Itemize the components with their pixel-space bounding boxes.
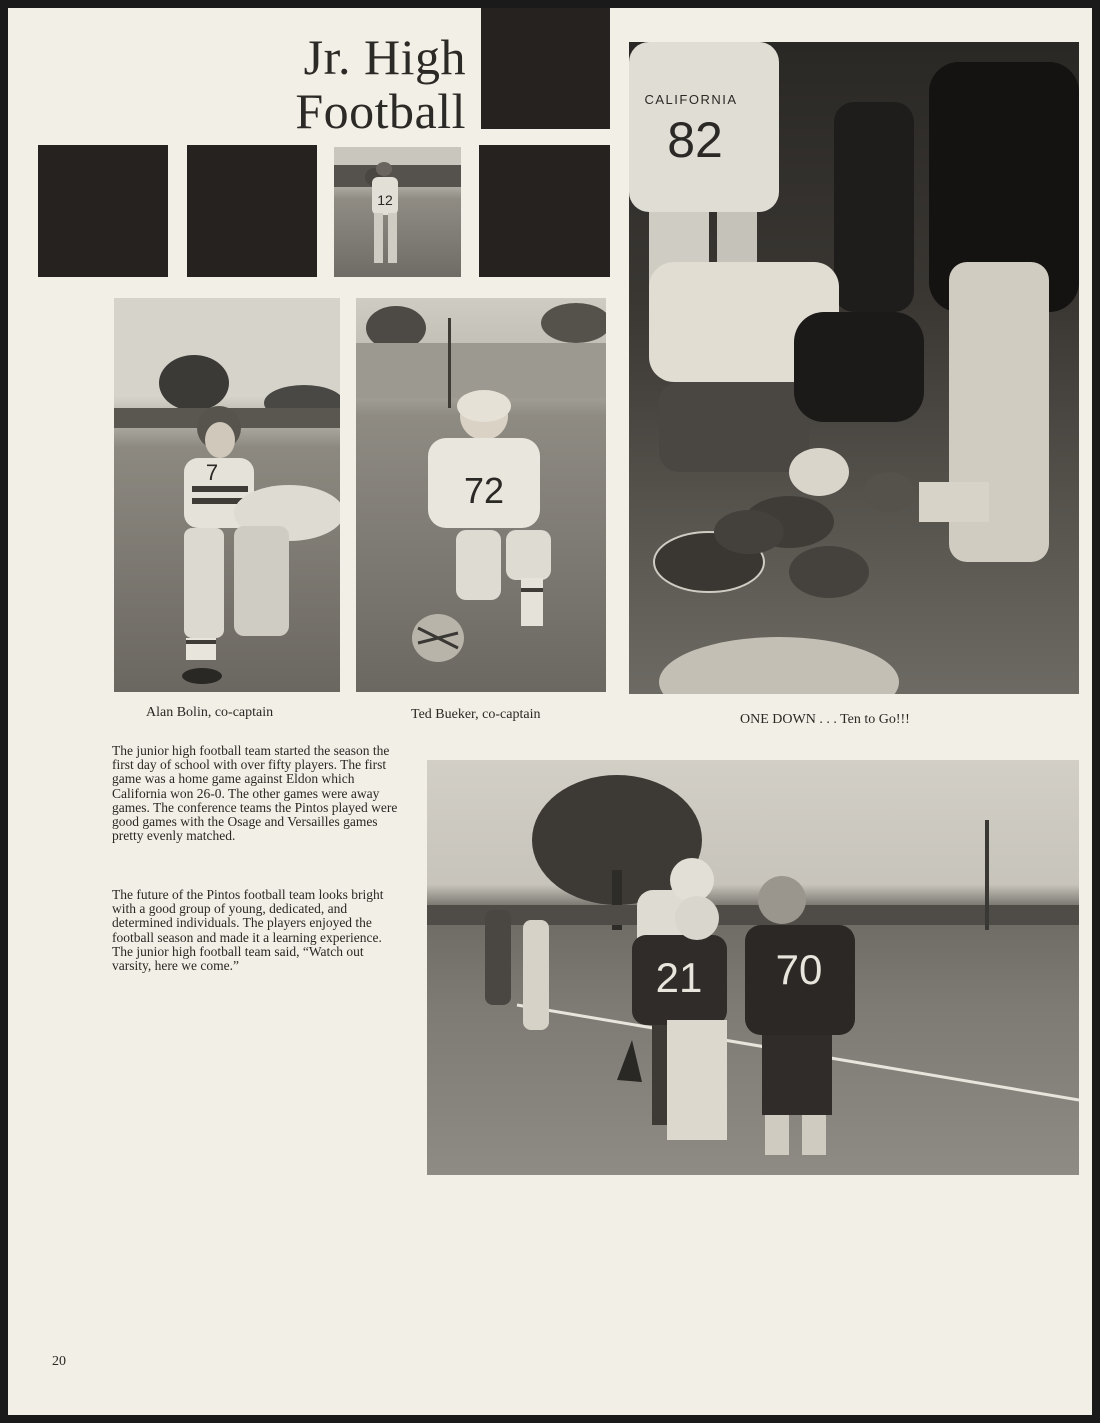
photo-one-down bbox=[629, 42, 1079, 694]
yearbook-page bbox=[8, 8, 1092, 1415]
decorative-block-top-right bbox=[481, 8, 610, 129]
small-player-jersey-number: 12 bbox=[377, 192, 393, 208]
decorative-block-3 bbox=[479, 145, 610, 277]
equipment-jersey-number: 82 bbox=[667, 112, 723, 168]
page-number: 20 bbox=[52, 1354, 66, 1369]
photo-ted-bueker bbox=[356, 298, 606, 692]
body-paragraph-2: The future of the Pintos football team looks bright with a good group of young, dedicated, and determined individuals. The players enjoyed the football season and made it a learning experience. The junior high football team said, “Watch out varsity, here we come.” bbox=[112, 887, 384, 974]
decorative-block-2 bbox=[187, 145, 317, 277]
photo-alan-bolin bbox=[114, 298, 340, 692]
ted-jersey-number: 72 bbox=[463, 470, 505, 511]
page-title bbox=[208, 30, 466, 138]
decorative-block-1 bbox=[38, 145, 168, 277]
ted-bueker-illustration bbox=[356, 298, 606, 692]
photo-sideline bbox=[427, 760, 1079, 1175]
alan-bolin-illustration bbox=[114, 298, 340, 692]
sideline-jersey-21: 21 bbox=[655, 954, 703, 1001]
caption-one-down: ONE DOWN . . . Ten to Go!!! bbox=[740, 712, 910, 727]
title-line-2: Football bbox=[295, 83, 466, 139]
sideline-jersey-70: 70 bbox=[775, 946, 823, 993]
equipment-jersey-text: CALIFORNIA bbox=[644, 92, 738, 107]
one-down-illustration bbox=[629, 42, 1079, 694]
photo-small-player bbox=[334, 147, 461, 277]
caption-alan-bolin: Alan Bolin, co-captain bbox=[146, 705, 274, 720]
small-player-illustration bbox=[334, 147, 461, 277]
alan-jersey-number: 7 bbox=[205, 460, 219, 485]
body-paragraph-1: The junior high football team started the season the first day of school with over fifty players. The first game was a home game against Eldon which California won 26-0. The other games were away games. The conference teams the Pintos played were good games with the Osage and Versailles games pretty evenly matched. bbox=[112, 743, 398, 844]
title-line-1: Jr. High bbox=[303, 29, 466, 85]
caption-ted-bueker: Ted Bueker, co-captain bbox=[411, 707, 541, 722]
sideline-illustration bbox=[427, 760, 1079, 1175]
